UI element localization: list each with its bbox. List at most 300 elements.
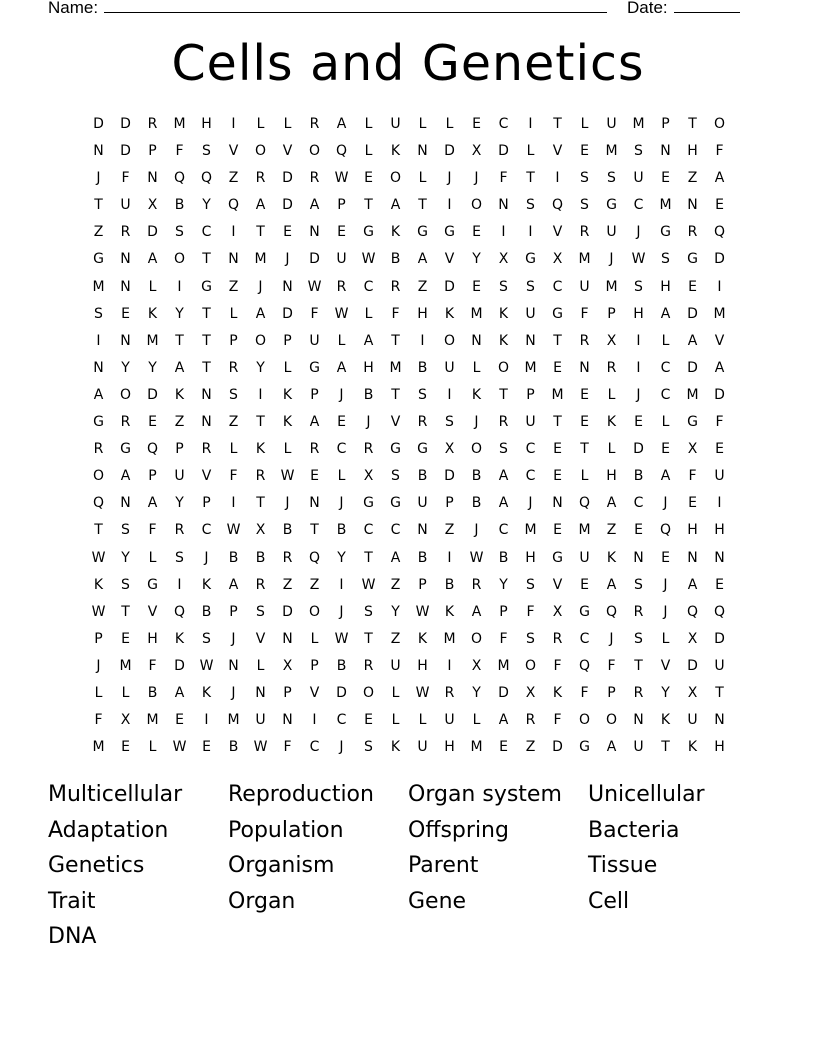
grid-letter[interactable]: M xyxy=(578,522,591,539)
grid-letter[interactable]: H xyxy=(714,739,725,756)
grid-letter[interactable]: L xyxy=(445,116,454,132)
grid-letter[interactable]: D xyxy=(282,170,293,187)
grid-letter[interactable]: Z xyxy=(93,224,104,241)
grid-letter[interactable]: A xyxy=(120,468,131,485)
grid-letter[interactable]: T xyxy=(418,197,427,214)
grid-letter[interactable]: A xyxy=(309,414,320,431)
grid-letter[interactable]: I xyxy=(636,359,641,376)
grid-letter[interactable]: E xyxy=(472,278,481,295)
grid-letter[interactable]: B xyxy=(363,386,374,403)
grid-letter[interactable]: K xyxy=(444,305,455,322)
grid-letter[interactable]: L xyxy=(364,143,373,160)
grid-letter[interactable]: X xyxy=(282,657,293,674)
grid-letter[interactable]: S xyxy=(499,278,508,295)
grid-letter[interactable]: I xyxy=(204,712,209,729)
grid-letter[interactable]: L xyxy=(418,712,427,729)
grid-letter[interactable]: N xyxy=(228,251,239,268)
grid-letter[interactable]: K xyxy=(417,630,428,647)
grid-letter[interactable]: F xyxy=(580,305,589,322)
grid-letter[interactable]: P xyxy=(148,468,157,485)
grid-letter[interactable]: N xyxy=(120,332,131,349)
grid-letter[interactable]: C xyxy=(633,197,644,214)
grid-letter[interactable]: F xyxy=(310,305,319,322)
grid-letter[interactable]: F xyxy=(499,170,508,187)
grid-letter[interactable]: T xyxy=(364,549,373,566)
grid-letter[interactable]: T xyxy=(202,305,211,322)
grid-letter[interactable]: S xyxy=(526,197,535,214)
grid-letter[interactable]: Y xyxy=(175,305,184,322)
grid-letter[interactable]: L xyxy=(337,468,346,485)
grid-letter[interactable]: L xyxy=(418,116,427,132)
grid-letter[interactable]: L xyxy=(229,441,238,458)
grid-letter[interactable]: S xyxy=(634,630,643,647)
grid-letter[interactable]: V xyxy=(309,684,320,701)
grid-letter[interactable]: L xyxy=(229,305,238,322)
grid-letter[interactable]: K xyxy=(255,441,266,458)
grid-letter[interactable]: U xyxy=(606,116,617,132)
grid-letter[interactable]: A xyxy=(255,197,266,214)
grid-letter[interactable]: J xyxy=(636,386,641,403)
grid-letter[interactable]: S xyxy=(445,414,454,431)
grid-letter[interactable]: U xyxy=(633,739,644,756)
grid-letter[interactable]: L xyxy=(337,332,346,349)
grid-letter[interactable]: G xyxy=(309,359,320,376)
grid-letter[interactable]: S xyxy=(175,549,184,566)
grid-letter[interactable]: T xyxy=(256,495,265,512)
grid-letter[interactable]: D xyxy=(282,305,293,322)
grid-letter[interactable]: E xyxy=(148,414,157,431)
grid-letter[interactable]: H xyxy=(417,657,428,674)
grid-letter[interactable]: I xyxy=(177,278,182,295)
grid-letter[interactable]: S xyxy=(364,603,373,620)
grid-letter[interactable]: G xyxy=(687,251,698,268)
grid-letter[interactable]: D xyxy=(444,468,455,485)
grid-letter[interactable]: S xyxy=(364,739,373,756)
grid-letter[interactable]: Q xyxy=(659,522,672,539)
grid-letter[interactable]: Q xyxy=(146,441,159,458)
name-blank-line[interactable] xyxy=(104,0,607,13)
grid-letter[interactable]: M xyxy=(659,197,672,214)
grid-letter[interactable]: Y xyxy=(175,495,184,512)
grid-letter[interactable]: A xyxy=(147,495,158,512)
grid-letter[interactable]: E xyxy=(364,170,373,187)
grid-letter[interactable]: N xyxy=(687,197,698,214)
grid-letter[interactable]: Z xyxy=(174,414,185,431)
grid-letter[interactable]: L xyxy=(94,684,103,701)
grid-letter[interactable]: R xyxy=(93,441,104,458)
grid-letter[interactable]: H xyxy=(444,739,455,756)
grid-letter[interactable]: N xyxy=(201,386,212,403)
grid-letter[interactable]: H xyxy=(687,143,698,160)
grid-letter[interactable]: B xyxy=(633,468,644,485)
grid-letter[interactable]: G xyxy=(444,224,455,241)
grid-letter[interactable]: P xyxy=(175,441,184,458)
grid-letter[interactable]: E xyxy=(283,224,292,241)
grid-letter[interactable]: P xyxy=(310,657,319,674)
grid-letter[interactable]: G xyxy=(201,278,212,295)
grid-letter[interactable]: S xyxy=(634,278,643,295)
grid-letter[interactable]: Q xyxy=(605,603,618,620)
grid-letter[interactable]: Z xyxy=(687,170,698,187)
grid-letter[interactable]: U xyxy=(120,197,131,214)
grid-letter[interactable]: E xyxy=(121,630,130,647)
grid-letter[interactable]: E xyxy=(553,468,562,485)
grid-letter[interactable]: I xyxy=(231,116,236,132)
grid-letter[interactable]: I xyxy=(528,224,533,241)
grid-letter[interactable]: P xyxy=(607,684,616,701)
grid-letter[interactable]: D xyxy=(309,251,320,268)
grid-letter[interactable]: B xyxy=(390,251,401,268)
grid-letter[interactable]: V xyxy=(255,630,266,647)
grid-letter[interactable]: C xyxy=(390,522,401,539)
grid-letter[interactable]: Y xyxy=(256,359,265,376)
word-search-grid[interactable] xyxy=(85,113,733,763)
grid-letter[interactable]: L xyxy=(148,549,157,566)
grid-letter[interactable]: J xyxy=(339,495,344,512)
grid-letter[interactable]: Z xyxy=(417,278,428,295)
grid-letter[interactable]: H xyxy=(660,278,671,295)
grid-letter[interactable]: X xyxy=(552,251,563,268)
grid-letter[interactable]: Z xyxy=(228,170,239,187)
grid-letter[interactable]: I xyxy=(447,549,452,566)
name-field[interactable] xyxy=(48,0,607,20)
grid-letter[interactable]: Y xyxy=(661,684,670,701)
grid-letter[interactable]: K xyxy=(174,386,185,403)
grid-letter[interactable]: R xyxy=(201,441,212,458)
grid-letter[interactable]: B xyxy=(174,197,185,214)
grid-letter[interactable]: E xyxy=(634,522,643,539)
grid-letter[interactable]: L xyxy=(283,441,292,458)
grid-letter[interactable]: N xyxy=(579,359,590,376)
grid-letter[interactable]: L xyxy=(148,739,157,756)
grid-letter[interactable]: V xyxy=(201,468,212,485)
grid-letter[interactable]: F xyxy=(553,657,562,674)
grid-letter[interactable]: N xyxy=(633,549,644,566)
grid-letter[interactable]: K xyxy=(687,739,698,756)
grid-letter[interactable]: M xyxy=(173,116,186,132)
grid-letter[interactable]: Z xyxy=(282,576,293,593)
grid-letter[interactable]: V xyxy=(444,251,455,268)
grid-letter[interactable]: D xyxy=(174,657,185,674)
grid-letter[interactable]: Y xyxy=(148,359,157,376)
grid-letter[interactable]: X xyxy=(687,684,698,701)
grid-letter[interactable]: F xyxy=(715,143,724,160)
grid-letter[interactable]: M xyxy=(470,305,483,322)
grid-letter[interactable]: H xyxy=(417,305,428,322)
grid-letter[interactable]: I xyxy=(447,197,452,214)
grid-letter[interactable]: E xyxy=(688,278,697,295)
grid-letter[interactable]: L xyxy=(472,712,481,729)
grid-letter[interactable]: Y xyxy=(391,603,400,620)
grid-letter[interactable]: K xyxy=(174,630,185,647)
grid-letter[interactable]: S xyxy=(607,170,616,187)
grid-letter[interactable]: D xyxy=(687,657,698,674)
grid-letter[interactable]: T xyxy=(256,414,265,431)
grid-letter[interactable]: G xyxy=(147,576,158,593)
grid-letter[interactable]: Z xyxy=(606,522,617,539)
grid-letter[interactable]: J xyxy=(285,251,290,268)
grid-letter[interactable]: G xyxy=(552,305,563,322)
grid-letter[interactable]: A xyxy=(174,359,185,376)
grid-letter[interactable]: T xyxy=(202,332,211,349)
grid-letter[interactable]: J xyxy=(663,576,668,593)
grid-letter[interactable]: R xyxy=(255,170,266,187)
grid-letter[interactable]: R xyxy=(174,522,185,539)
grid-letter[interactable]: R xyxy=(579,224,590,241)
grid-letter[interactable]: S xyxy=(526,630,535,647)
grid-letter[interactable]: R xyxy=(444,684,455,701)
grid-letter[interactable]: L xyxy=(580,468,589,485)
grid-letter[interactable]: S xyxy=(391,468,400,485)
grid-letter[interactable]: C xyxy=(525,441,536,458)
grid-letter[interactable]: E xyxy=(472,224,481,241)
grid-letter[interactable]: Y xyxy=(472,684,481,701)
grid-letter[interactable]: M xyxy=(389,359,402,376)
grid-letter[interactable]: L xyxy=(256,116,265,132)
grid-letter[interactable]: A xyxy=(390,197,401,214)
grid-letter[interactable]: M xyxy=(632,116,645,132)
grid-letter[interactable]: R xyxy=(633,684,644,701)
grid-letter[interactable]: P xyxy=(94,630,103,647)
grid-letter[interactable]: D xyxy=(552,739,563,756)
grid-letter[interactable]: I xyxy=(447,386,452,403)
grid-letter[interactable]: B xyxy=(471,468,482,485)
grid-letter[interactable]: P xyxy=(661,116,670,132)
grid-letter[interactable]: E xyxy=(580,414,589,431)
grid-letter[interactable]: P xyxy=(229,603,238,620)
grid-letter[interactable]: E xyxy=(337,224,346,241)
grid-letter[interactable]: P xyxy=(229,332,238,349)
grid-letter[interactable]: A xyxy=(498,495,509,512)
grid-letter[interactable]: S xyxy=(229,386,238,403)
grid-letter[interactable]: Q xyxy=(713,224,726,241)
grid-letter[interactable]: W xyxy=(226,522,241,539)
grid-letter[interactable]: S xyxy=(634,143,643,160)
grid-letter[interactable]: F xyxy=(148,657,157,674)
grid-letter[interactable]: Z xyxy=(228,414,239,431)
grid-letter[interactable]: W xyxy=(91,549,106,566)
grid-letter[interactable]: R xyxy=(498,414,509,431)
grid-letter[interactable]: E xyxy=(472,116,481,132)
grid-letter[interactable]: T xyxy=(553,332,562,349)
date-field[interactable] xyxy=(627,0,740,20)
grid-letter[interactable]: E xyxy=(634,414,643,431)
grid-letter[interactable]: L xyxy=(256,657,265,674)
grid-letter[interactable]: J xyxy=(609,630,614,647)
grid-letter[interactable]: F xyxy=(148,522,157,539)
grid-letter[interactable]: L xyxy=(121,684,130,701)
grid-letter[interactable]: H xyxy=(687,522,698,539)
grid-letter[interactable]: K xyxy=(498,332,509,349)
grid-letter[interactable]: C xyxy=(498,116,509,132)
grid-letter[interactable]: M xyxy=(443,630,456,647)
grid-letter[interactable]: Z xyxy=(444,522,455,539)
grid-letter[interactable]: T xyxy=(364,630,373,647)
grid-letter[interactable]: L xyxy=(607,441,616,458)
grid-letter[interactable]: O xyxy=(362,684,375,701)
grid-letter[interactable]: Z xyxy=(390,576,401,593)
grid-letter[interactable]: L xyxy=(364,305,373,322)
grid-letter[interactable]: Y xyxy=(202,197,211,214)
grid-letter[interactable]: X xyxy=(687,630,698,647)
grid-letter[interactable]: G xyxy=(120,441,131,458)
grid-letter[interactable]: N xyxy=(309,224,320,241)
grid-letter[interactable]: R xyxy=(390,278,401,295)
grid-letter[interactable]: B xyxy=(417,468,428,485)
grid-letter[interactable]: I xyxy=(528,116,533,132)
grid-letter[interactable]: Z xyxy=(390,630,401,647)
grid-letter[interactable]: T xyxy=(580,441,589,458)
grid-letter[interactable]: O xyxy=(497,359,510,376)
grid-letter[interactable]: G xyxy=(390,495,401,512)
grid-letter[interactable]: D xyxy=(282,603,293,620)
grid-letter[interactable]: X xyxy=(444,441,455,458)
grid-letter[interactable]: E xyxy=(661,549,670,566)
grid-letter[interactable]: K xyxy=(390,143,401,160)
grid-letter[interactable]: W xyxy=(361,576,376,593)
grid-letter[interactable]: H xyxy=(201,116,212,132)
grid-letter[interactable]: R xyxy=(309,170,320,187)
grid-letter[interactable]: I xyxy=(717,278,722,295)
grid-letter[interactable]: W xyxy=(361,251,376,268)
grid-letter[interactable]: D xyxy=(633,441,644,458)
grid-letter[interactable]: R xyxy=(417,414,428,431)
grid-letter[interactable]: W xyxy=(334,630,349,647)
grid-letter[interactable]: U xyxy=(390,657,401,674)
grid-letter[interactable]: W xyxy=(469,549,484,566)
grid-letter[interactable]: A xyxy=(228,576,239,593)
grid-letter[interactable]: U xyxy=(444,359,455,376)
grid-letter[interactable]: L xyxy=(391,712,400,729)
grid-letter[interactable]: C xyxy=(498,522,509,539)
grid-letter[interactable]: I xyxy=(555,170,560,187)
grid-letter[interactable]: C xyxy=(660,386,671,403)
grid-letter[interactable]: R xyxy=(309,441,320,458)
grid-letter[interactable]: M xyxy=(605,143,618,160)
grid-letter[interactable]: N xyxy=(282,712,293,729)
grid-letter[interactable]: E xyxy=(580,143,589,160)
grid-letter[interactable]: C xyxy=(336,712,347,729)
grid-letter[interactable]: L xyxy=(661,630,670,647)
grid-letter[interactable]: W xyxy=(172,739,187,756)
grid-letter[interactable]: U xyxy=(714,657,725,674)
grid-letter[interactable]: R xyxy=(579,332,590,349)
grid-letter[interactable]: K xyxy=(390,224,401,241)
grid-letter[interactable]: L xyxy=(580,116,589,132)
grid-letter[interactable]: T xyxy=(526,170,535,187)
grid-letter[interactable]: G xyxy=(606,197,617,214)
grid-letter[interactable]: J xyxy=(339,386,344,403)
grid-letter[interactable]: C xyxy=(201,224,212,241)
grid-letter[interactable]: M xyxy=(227,712,240,729)
grid-letter[interactable]: M xyxy=(146,712,159,729)
grid-letter[interactable]: N xyxy=(282,630,293,647)
grid-letter[interactable]: T xyxy=(391,386,400,403)
grid-letter[interactable]: O xyxy=(173,251,186,268)
grid-letter[interactable]: O xyxy=(605,712,618,729)
grid-letter[interactable]: U xyxy=(444,712,455,729)
grid-letter[interactable]: F xyxy=(391,305,400,322)
grid-letter[interactable]: E xyxy=(553,359,562,376)
grid-letter[interactable]: Y xyxy=(499,576,508,593)
grid-letter[interactable]: T xyxy=(94,197,103,214)
grid-letter[interactable]: J xyxy=(366,414,371,431)
grid-letter[interactable]: C xyxy=(363,278,374,295)
grid-letter[interactable]: J xyxy=(663,603,668,620)
grid-letter[interactable]: I xyxy=(258,386,263,403)
grid-letter[interactable]: I xyxy=(420,332,425,349)
grid-letter[interactable]: P xyxy=(310,386,319,403)
grid-letter[interactable]: J xyxy=(339,603,344,620)
grid-letter[interactable]: R xyxy=(363,657,374,674)
grid-letter[interactable]: Q xyxy=(227,197,240,214)
grid-letter[interactable]: U xyxy=(336,251,347,268)
grid-letter[interactable]: X xyxy=(498,251,509,268)
grid-letter[interactable]: E xyxy=(553,441,562,458)
grid-letter[interactable]: Y xyxy=(121,549,130,566)
grid-letter[interactable]: G xyxy=(660,224,671,241)
grid-letter[interactable]: K xyxy=(444,603,455,620)
grid-letter[interactable]: N xyxy=(660,143,671,160)
grid-letter[interactable]: T xyxy=(202,359,211,376)
grid-letter[interactable]: E xyxy=(121,305,130,322)
grid-letter[interactable]: T xyxy=(553,414,562,431)
grid-letter[interactable]: X xyxy=(687,441,698,458)
grid-letter[interactable]: S xyxy=(634,576,643,593)
grid-letter[interactable]: D xyxy=(147,386,158,403)
grid-letter[interactable]: A xyxy=(714,170,725,187)
grid-letter[interactable]: P xyxy=(499,603,508,620)
grid-letter[interactable]: M xyxy=(92,278,105,295)
grid-letter[interactable]: H xyxy=(606,468,617,485)
grid-letter[interactable]: W xyxy=(280,468,295,485)
grid-letter[interactable]: B xyxy=(201,603,212,620)
grid-letter[interactable]: R xyxy=(120,224,131,241)
grid-letter[interactable]: I xyxy=(312,712,317,729)
grid-letter[interactable]: O xyxy=(713,116,726,132)
grid-letter[interactable]: U xyxy=(255,712,266,729)
grid-letter[interactable]: A xyxy=(660,305,671,322)
grid-letter[interactable]: U xyxy=(525,305,536,322)
grid-letter[interactable]: M xyxy=(605,278,618,295)
grid-letter[interactable]: J xyxy=(474,522,479,539)
grid-letter[interactable]: U xyxy=(633,170,644,187)
grid-letter[interactable]: R xyxy=(525,712,536,729)
grid-letter[interactable]: P xyxy=(283,684,292,701)
grid-letter[interactable]: V xyxy=(282,143,293,160)
grid-letter[interactable]: N xyxy=(687,549,698,566)
grid-letter[interactable]: K xyxy=(282,414,293,431)
grid-letter[interactable]: I xyxy=(717,495,722,512)
grid-letter[interactable]: A xyxy=(714,359,725,376)
grid-letter[interactable]: Q xyxy=(686,603,699,620)
grid-letter[interactable]: A xyxy=(687,576,698,593)
grid-letter[interactable]: N xyxy=(93,143,104,160)
grid-letter[interactable]: F xyxy=(121,170,130,187)
grid-letter[interactable]: G xyxy=(579,739,590,756)
grid-letter[interactable]: D xyxy=(444,143,455,160)
grid-letter[interactable]: U xyxy=(687,712,698,729)
grid-letter[interactable]: J xyxy=(204,549,209,566)
grid-letter[interactable]: J xyxy=(447,170,452,187)
grid-letter[interactable]: N xyxy=(714,712,725,729)
grid-letter[interactable]: A xyxy=(309,197,320,214)
grid-letter[interactable]: N xyxy=(93,359,104,376)
grid-letter[interactable]: O xyxy=(92,468,105,485)
grid-letter[interactable]: Z xyxy=(309,576,320,593)
grid-letter[interactable]: X xyxy=(120,712,131,729)
grid-letter[interactable]: H xyxy=(525,549,536,566)
